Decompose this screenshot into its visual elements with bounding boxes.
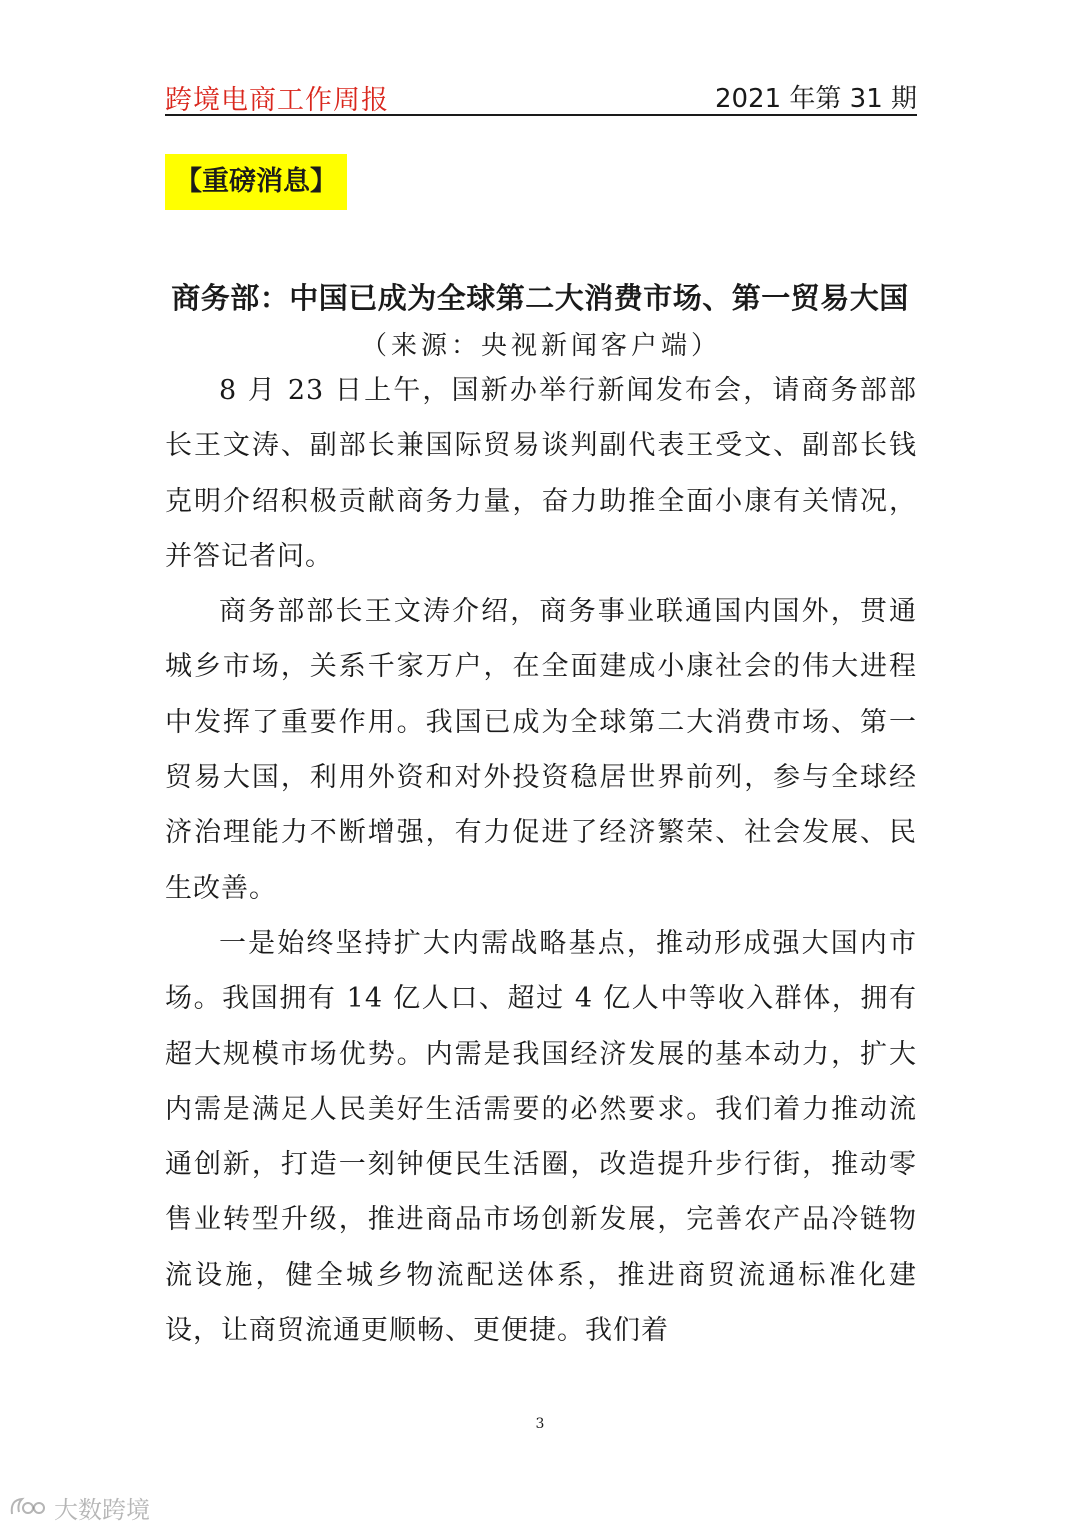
paragraph: 8 月 23 日上午，国新办举行新闻发布会，请商务部部长王文涛、副部长兼国际贸易谈判副代表王受文、副部长钱克明介绍积极贡献商务力量，奋力助推全面小康有关情况，并答记者问。 <box>165 375 917 572</box>
watermark-text: 大数跨境 <box>54 1495 150 1524</box>
publication-name: 跨境电商工作周报 <box>165 85 389 116</box>
issue-number: 2021 年第 31 期 <box>714 84 917 114</box>
paragraph: 商务部部长王文涛介绍，商务事业联通国内国外，贯通城乡市场，关系千家万户，在全面建成小康社会的伟大进程中发挥了重要作用。我国已成为全球第二大消费市场、第一贸易大国，利用外资和对外投资稳居世界前列，参与全球经济治理能力不断增强，有力促进了经济繁荣、社会发展、民生改善。 <box>165 596 917 904</box>
article-title: 商务部：中国已成为全球第二大消费市场、第一贸易大国 <box>171 281 909 315</box>
watermark <box>8 1492 150 1522</box>
watermark-logo-icon <box>8 1494 48 1520</box>
article-source: （来源：央视新闻客户端） <box>360 331 721 361</box>
page-header <box>165 74 917 116</box>
page-number: 3 <box>535 1416 545 1432</box>
paragraph: 一是始终坚持扩大内需战略基点，推动形成强大国内市场。我国拥有 14 亿人口、超过 4 亿人中等收入群体，拥有超大规模市场优势。内需是我国经济发展的基本动力，扩大内需是满足人民美好生活需要的必然要求。我们着力推动流通创新，打造一刻钟便民生活圈，改造提升步行街，推动零售业转型升级，推进商品市场创新发展，完善农产品冷链物流设施，健全城乡物流配送体系，推进商贸流通标准化建设，让商贸流通更顺畅、更便捷。我们着 <box>165 927 917 1347</box>
article-body <box>165 363 917 1358</box>
section-tag: 【重磅消息】 <box>165 154 347 210</box>
